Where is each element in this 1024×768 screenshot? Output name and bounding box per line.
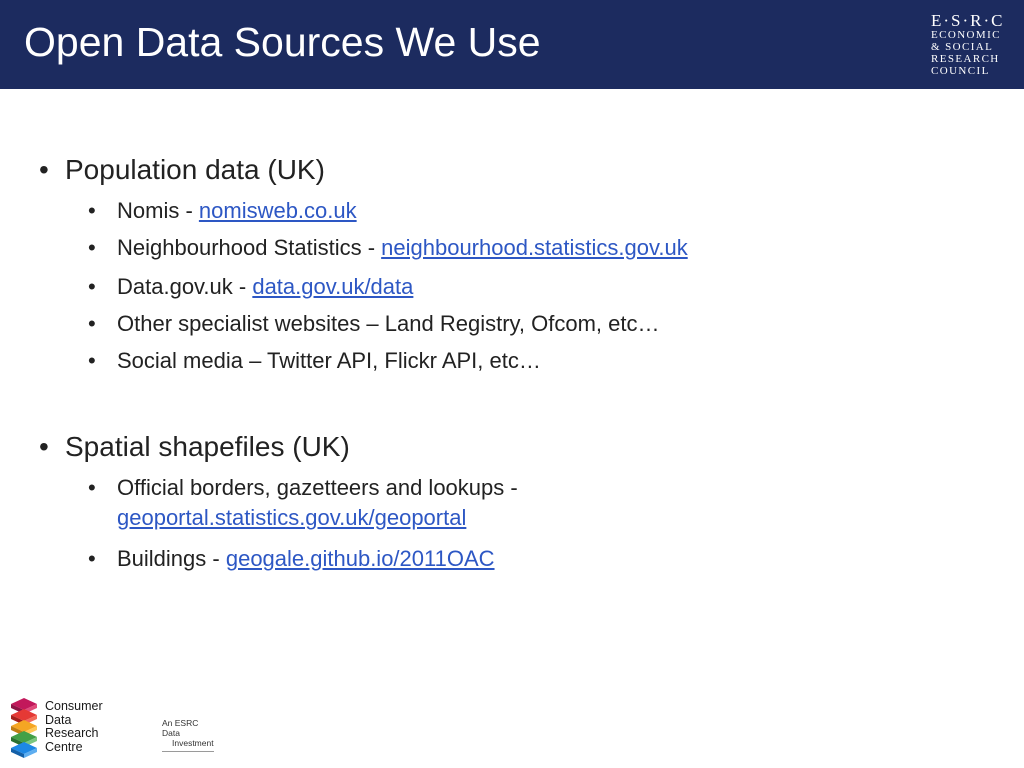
- esrc-logo-line: RESEARCH: [931, 53, 1000, 65]
- list-item-text: Data.gov.uk -: [117, 274, 253, 299]
- bullet-icon: •: [39, 154, 49, 185]
- slide-title: Open Data Sources We Use: [24, 19, 541, 65]
- esrc-data-investment-label: [162, 718, 216, 752]
- section-heading-population: [39, 154, 325, 186]
- cdrc-logo: [8, 697, 148, 761]
- data-gov-link[interactable]: data.gov.uk/data: [252, 274, 414, 299]
- bullet-icon: •: [88, 235, 96, 260]
- esrc-logo-line: & SOCIAL: [931, 41, 994, 53]
- section-heading-text: Population data (UK): [65, 154, 325, 185]
- bullet-icon: •: [88, 274, 96, 299]
- list-item-continuation: [117, 504, 466, 532]
- list-item-text: Nomis -: [117, 198, 199, 223]
- list-item-text: Buildings -: [117, 546, 226, 571]
- cdrc-logo-line: Research: [45, 726, 99, 740]
- neighbourhood-statistics-link[interactable]: neighbourhood.statistics.gov.uk: [381, 235, 688, 260]
- bullet-icon: •: [88, 198, 96, 223]
- section-heading-spatial: [39, 431, 350, 463]
- bullet-icon: •: [88, 546, 96, 571]
- bullet-icon: •: [39, 431, 49, 462]
- section-heading-text: Spatial shapefiles (UK): [65, 431, 350, 462]
- esrc-logo-line: COUNCIL: [931, 65, 990, 77]
- geogale-link[interactable]: geogale.github.io/2011OAC: [225, 546, 495, 571]
- cdrc-logo-line: Consumer: [45, 699, 103, 713]
- cdrc-logo-line: Data: [45, 712, 72, 727]
- list-item-text: Other specialist websites – Land Registry, Ofcom, etc…: [117, 311, 660, 336]
- bullet-icon: •: [88, 348, 96, 373]
- cdrc-logo-line: Centre: [45, 739, 83, 754]
- bullet-icon: •: [88, 311, 96, 336]
- esrc-logo-line: ECONOMIC: [931, 29, 1001, 41]
- list-item: [88, 347, 541, 375]
- list-item: [88, 545, 495, 573]
- list-item: [88, 310, 660, 338]
- list-item: [88, 197, 357, 225]
- list-item: [88, 474, 518, 502]
- investment-divider: [162, 751, 214, 752]
- investment-line: Investment: [172, 738, 214, 748]
- cdrc-cube-stack-icon: [8, 697, 40, 761]
- investment-line: An ESRC Data: [162, 718, 199, 738]
- cdrc-logo-text: [45, 700, 103, 754]
- list-item-text: Official borders, gazetteers and lookups -: [117, 475, 518, 500]
- list-item-text: Social media – Twitter API, Flickr API, etc…: [117, 348, 541, 373]
- list-item: [88, 273, 414, 301]
- list-item-text: Neighbourhood Statistics -: [117, 235, 382, 260]
- nomis-link[interactable]: nomisweb.co.uk: [198, 198, 357, 223]
- list-item: [88, 234, 688, 262]
- bullet-icon: •: [88, 475, 96, 500]
- geoportal-link[interactable]: geoportal.statistics.gov.uk/geoportal: [117, 505, 467, 530]
- esrc-logo-acronym: E·S·R·C: [931, 11, 1005, 30]
